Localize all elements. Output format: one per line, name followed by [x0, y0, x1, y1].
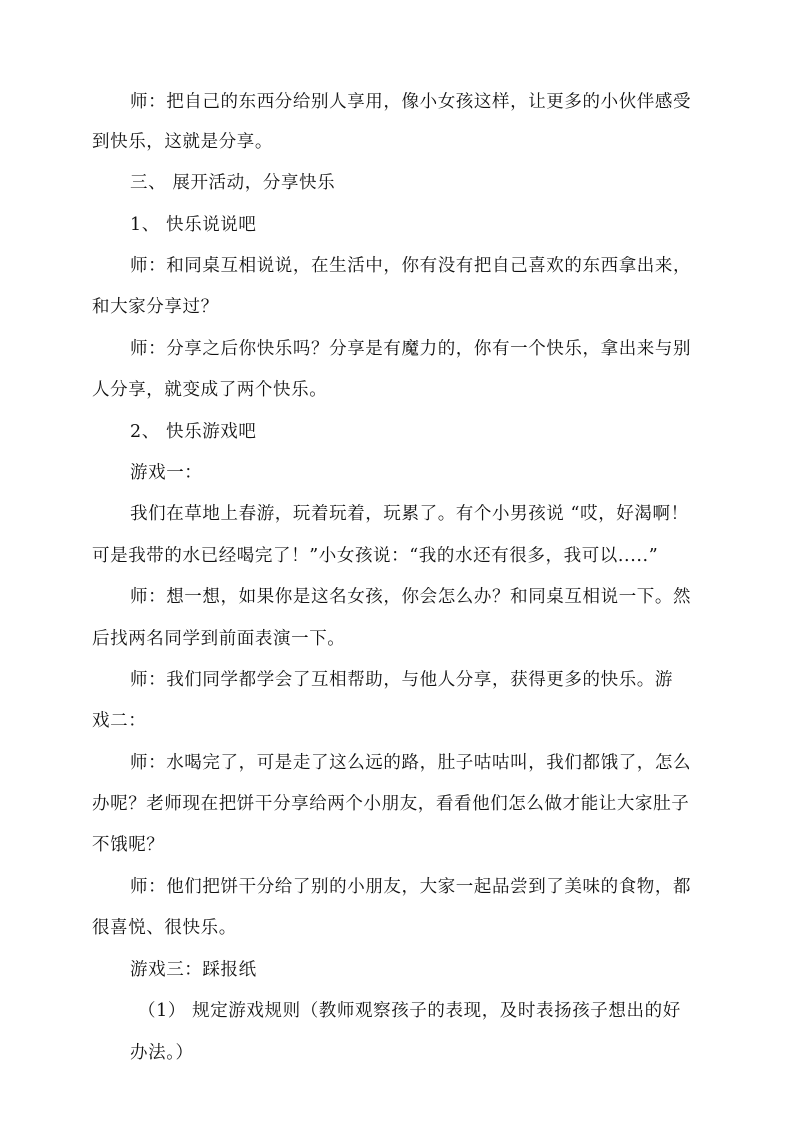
text-line: 游戏三：踩报纸 — [130, 960, 257, 980]
text-line: 后找两名同学到前面表演一下。 — [92, 629, 346, 649]
text-line: 游戏一： — [130, 463, 203, 483]
text-line: 师：分享之后你快乐吗？分享是有魔力的，你有一个快乐，拿出来与别 — [130, 339, 692, 359]
text-line: 办呢？老师现在把饼干分享给两个小朋友，看看他们怎么做才能让大家肚子 — [92, 794, 690, 814]
list-item: （1） 规定游戏规则（教师观察孩子的表现，及时表扬孩子想出的好 — [138, 1001, 681, 1021]
text-line: 师：和同桌互相说说，在生活中，你有没有把自己喜欢的东西拿出来， — [130, 256, 692, 276]
text-line: 戏二： — [92, 711, 147, 731]
text-line: 不饿呢？ — [92, 835, 165, 855]
text-line: 师：我们同学都学会了互相帮助，与他人分享，获得更多的快乐。游 — [130, 670, 673, 690]
text-line: 师：把自己的东西分给别人享用，像小女孩这样，让更多的小伙伴感受 — [130, 92, 692, 112]
text-line: 我们在草地上春游，玩着玩着，玩累了。有个小男孩说 “哎，好渴啊！ — [130, 504, 689, 524]
text-line: 人分享，就变成了两个快乐。 — [92, 380, 328, 400]
text-line: 和大家分享过？ — [92, 297, 219, 317]
subsection-heading: 1、 快乐说说吧 — [130, 215, 257, 235]
text-line: 师：想一想，如果你是这名女孩，你会怎么办？和同桌互相说一下。然 — [130, 587, 692, 607]
text-line: 师：他们把饼干分给了别的小朋友，大家一起品尝到了美味的食物，都 — [130, 877, 692, 897]
subsection-heading: 2、 快乐游戏吧 — [130, 422, 257, 442]
text-line: 办法。） — [130, 1043, 194, 1063]
section-heading: 三、 展开活动，分享快乐 — [130, 173, 336, 193]
text-line: 师：水喝完了，可是走了这么远的路，肚子咕咕叫，我们都饿了，怎么 — [130, 753, 692, 773]
text-line: 可是我带的水已经喝完了！”小女孩说：“我的水还有很多，我可以.....” — [92, 546, 659, 566]
text-line: 到快乐，这就是分享。 — [92, 132, 273, 152]
text-line: 很喜悦、很快乐。 — [92, 918, 237, 938]
